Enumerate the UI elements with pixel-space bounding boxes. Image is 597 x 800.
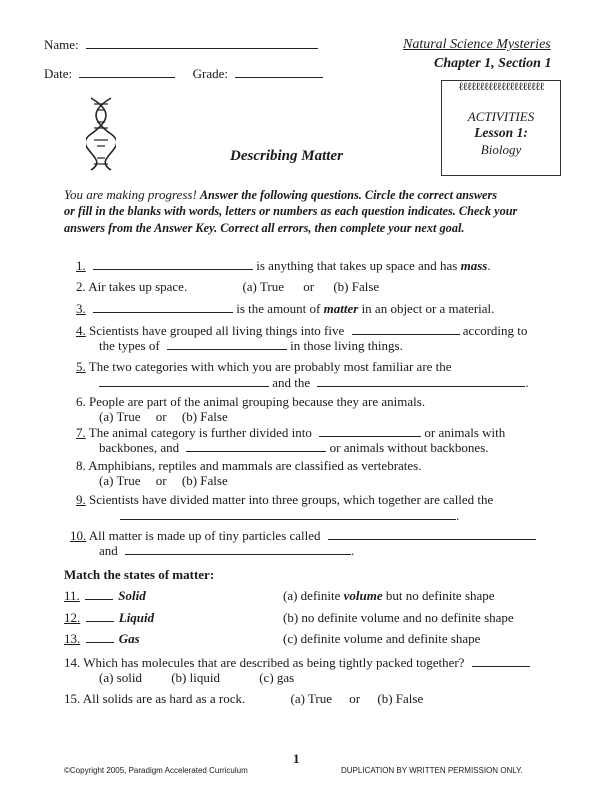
spiral-binding-icon: ℓℓℓℓℓℓℓℓℓℓℓℓℓℓℓℓℓℓℓℓ — [458, 81, 544, 93]
book-title: Natural Science Mysteries — [403, 37, 551, 52]
question-text: 14. Which has molecules that are described as being tightly packed together? — [64, 655, 465, 670]
question-text: or animals with — [424, 425, 506, 440]
answer-blank[interactable] — [120, 508, 456, 520]
question-13 — [64, 631, 140, 647]
question-4-line-1 — [76, 323, 527, 339]
option-true[interactable]: (a) True — [290, 691, 333, 706]
question-3 — [76, 301, 494, 317]
question-text: 15. All solids are as hard as a rock. — [64, 691, 246, 706]
question-number: 10. — [70, 528, 87, 543]
question-text: in an object or a material. — [358, 301, 495, 316]
activity-label: ACTIVITIES — [467, 109, 535, 124]
duplication-notice: DUPLICATION BY WRITTEN PERMISSION ONLY. — [341, 766, 523, 775]
definition-c: (c) definite volume and definite shape — [283, 631, 481, 646]
question-6-options — [99, 409, 228, 425]
option-gas[interactable]: (c) gas — [259, 670, 295, 685]
option-false[interactable]: (b) False — [181, 409, 228, 424]
question-5-line-1 — [76, 359, 452, 375]
definition-text: but no definite shape — [382, 588, 495, 603]
question-number: 11. — [64, 588, 80, 603]
date-field[interactable] — [79, 66, 175, 78]
question-15 — [64, 691, 423, 707]
question-10-line-1 — [70, 528, 536, 544]
term-gas: Gas — [118, 631, 140, 646]
question-text: Scientists have divided matter into three groups, which together are called the — [85, 492, 494, 507]
answer-blank[interactable] — [85, 588, 113, 600]
option-false[interactable]: (b) False — [181, 473, 228, 488]
dna-helix-icon — [86, 96, 116, 172]
option-true[interactable]: (a) True — [242, 279, 284, 294]
answer-blank[interactable] — [86, 631, 114, 643]
question-text: Scientists have grouped all living things into five — [85, 323, 345, 338]
definition-text: (a) definite — [283, 588, 344, 603]
question-text: backbones, and — [99, 440, 180, 455]
question-text: the types of — [99, 338, 160, 353]
question-6-line-1: 6. People are part of the animal grouping because they are animals. — [76, 394, 426, 409]
question-7-line-1 — [76, 425, 505, 441]
chapter-label: Chapter 1, Section 1 — [434, 56, 552, 71]
question-text: All matter is made up of tiny particles called — [86, 528, 321, 543]
question-8-line-1: 8. Amphibians, reptiles and mammals are classified as vertebrates. — [76, 458, 422, 473]
answer-blank[interactable] — [125, 543, 351, 555]
name-field[interactable] — [86, 37, 318, 49]
answer-blank[interactable] — [93, 258, 253, 270]
name-row — [44, 37, 318, 53]
answer-blank[interactable] — [352, 323, 460, 335]
emphasis-text: mass — [460, 258, 488, 273]
question-number: 7. — [76, 425, 86, 440]
or-text: or — [303, 279, 315, 294]
question-14-options — [99, 670, 294, 686]
question-9-line-2 — [120, 508, 459, 524]
term-solid: Solid — [118, 588, 146, 603]
definition-b: (b) no definite volume and no definite shape — [283, 610, 514, 625]
question-text: according to — [462, 323, 528, 338]
intro-line-3: answers from the Answer Key. Correct all errors, then complete your next goal. — [64, 221, 465, 235]
answer-blank[interactable] — [86, 610, 114, 622]
question-text: and — [99, 543, 118, 558]
answer-blank[interactable] — [167, 338, 287, 350]
option-solid[interactable]: (a) solid — [99, 670, 142, 685]
term-liquid: Liquid — [118, 610, 155, 625]
intro-lead: You are making progress! — [64, 187, 197, 202]
answer-blank[interactable] — [328, 528, 536, 540]
emphasis-text: volume — [343, 588, 383, 603]
question-number: 9. — [76, 492, 86, 507]
intro-line-1 — [64, 187, 497, 203]
question-text: and the — [272, 375, 311, 390]
grade-label: Grade: — [192, 66, 229, 81]
subject-label: Biology — [480, 142, 522, 157]
option-false[interactable]: (b) False — [333, 279, 380, 294]
option-false[interactable]: (b) False — [377, 691, 424, 706]
question-14-line-1 — [64, 655, 530, 671]
option-liquid[interactable]: (b) liquid — [171, 670, 220, 685]
emphasis-text: matter — [323, 301, 359, 316]
punctuation: . — [351, 543, 355, 558]
punctuation: . — [487, 258, 491, 273]
copyright-notice: ©Copyright 2005, Paradigm Accelerated Curriculum — [64, 766, 248, 775]
answer-blank[interactable] — [99, 375, 269, 387]
activity-notepad — [441, 80, 561, 176]
question-8-options — [99, 473, 228, 489]
answer-blank[interactable] — [186, 440, 326, 452]
lesson-label: Lesson 1: — [474, 125, 528, 140]
answer-blank[interactable] — [317, 375, 525, 387]
question-5-line-2 — [99, 375, 529, 391]
question-1 — [76, 258, 491, 274]
date-row — [44, 66, 323, 82]
question-number: 3. — [76, 301, 86, 316]
question-4-line-2 — [99, 338, 403, 354]
option-true[interactable]: (a) True — [99, 473, 141, 488]
question-number: 1. — [76, 258, 86, 273]
match-heading: Match the states of matter: — [64, 567, 215, 582]
punctuation: . — [525, 375, 529, 390]
answer-blank[interactable] — [93, 301, 233, 313]
page-number: 1 — [293, 751, 300, 766]
name-label: Name: — [44, 37, 79, 52]
question-10-line-2 — [99, 543, 354, 559]
question-text: 2. Air takes up space. — [76, 279, 188, 294]
answer-blank[interactable] — [319, 425, 421, 437]
page-title: Describing Matter — [230, 148, 343, 164]
question-number: 13. — [64, 631, 81, 646]
question-text: in those living things. — [290, 338, 403, 353]
question-text: is the amount of — [233, 301, 324, 316]
answer-blank[interactable] — [472, 655, 530, 667]
intro-line-2: or fill in the blanks with words, letters or numbers as each question indicates. Check your — [64, 204, 518, 218]
or-text: or — [155, 409, 167, 424]
question-9-line-1 — [76, 492, 493, 508]
option-true[interactable]: (a) True — [99, 409, 141, 424]
question-text: or animals without backbones. — [329, 440, 489, 455]
or-text: or — [155, 473, 167, 488]
question-number: 12. — [64, 610, 81, 625]
or-text: or — [349, 691, 361, 706]
question-12 — [64, 610, 154, 626]
question-11 — [64, 588, 146, 604]
question-text: is anything that takes up space and has — [253, 258, 461, 273]
question-7-line-2 — [99, 440, 489, 456]
date-label: Date: — [44, 66, 73, 81]
question-text: The two categories with which you are probably most familiar are the — [85, 359, 452, 374]
definition-a — [283, 588, 495, 604]
intro-text-1: Answer the following questions. Circle the correct answers — [199, 188, 498, 202]
question-2 — [76, 279, 379, 295]
grade-field[interactable] — [235, 66, 323, 78]
question-number: 5. — [76, 359, 86, 374]
question-text: The animal category is further divided into — [85, 425, 312, 440]
punctuation: . — [456, 508, 460, 523]
question-number: 4. — [76, 323, 86, 338]
